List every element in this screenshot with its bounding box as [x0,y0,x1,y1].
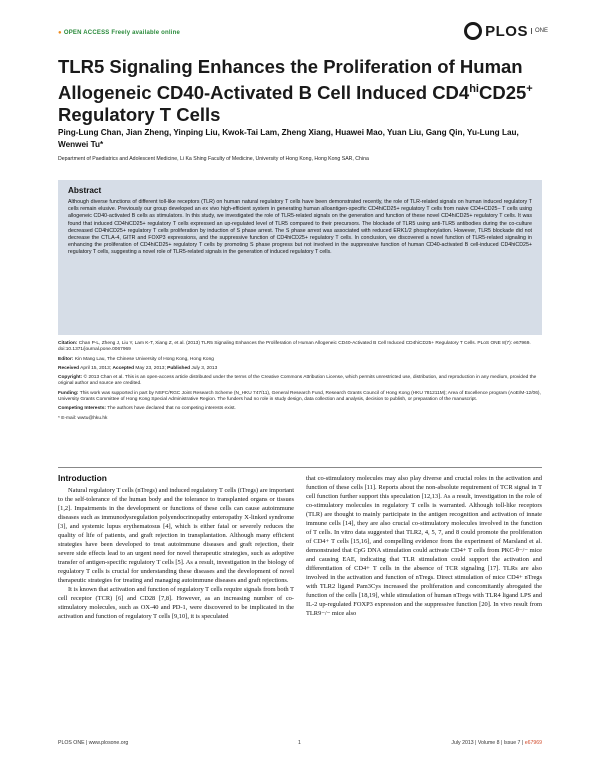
open-access-banner [58,30,180,36]
editor: Editor: Kin Mang Lau, The Chinese University of Hong Kong, Hong Kong [58,356,214,362]
funding: Funding: This work was supported in part by NSFC/RGC Joint Research Scheme (N_HKU 747/11), General Research Fund, Research Grants Council of Hong Kong (HKU 781211M); Area of Excellence program (AoE/M-12/06), University Grants Committee of Hong Kong Special Administrative Region. The funders had no role in study design, data collection and analysis, decision to publish, or preparation of the manuscript. [58,390,541,403]
body-column-left [58,474,294,621]
author-list: Ping-Lung Chan, Jian Zheng, Yinping Liu, Kwok-Tai Lam, Zheng Xiang, Huawei Mao, Yuan Liu, Gang Qin, Yu-Lung Lau, Wenwei Tu* [58,128,519,149]
plos-brand: PLOS [485,22,528,40]
citation: Citation: Chan P-L, Zheng J, Liu Y, Lam K-T, Xiang Z, et al. (2013) TLR5 Signaling Enhances the Proliferation of Human Allogeneic CD40-Activated B Cell Induced CD4hiCD25+ Regulatory T Cells. PLoS ONE 8(7): e67969. doi:10.1371/journal.pone.0067969 [58,341,531,353]
abstract-box [58,180,542,335]
section-divider [58,467,542,468]
abstract-heading: Abstract [68,186,102,195]
open-access-label: OPEN ACCESS Freely available online [63,30,180,36]
journal-header [58,20,548,50]
plos-one-logo [464,22,548,40]
affiliation: Department of Paediatrics and Adolescent Medicine, Li Ka Shing Faculty of Medicine, University of Hong Kong, Hong Kong SAR, China [58,156,369,162]
plos-brand-sub: ONE [531,28,548,34]
body-column-right [306,474,542,618]
footer-article-id: e67969 [524,740,542,746]
body-paragraph: Natural regulatory T cells (nTregs) and induced regulatory T cells (iTregs) are important to the self-tolerance of the human body and the tolerance to transplanted organs or tissues [1,2]. Impairments in the development or functions of these cells can cause autoimmune diseases such as immunodysregulation polyendocrinopathy enteropathy X-linked syndrome [3], and systemic lupus erythematosus [4], which is either fatal or severely reduces the quality of life of patients, and graft rejection in transplantation. Although many efficient strategies have been developed to treat autoimmune diseases and graft rejection, their severe side effects lead to an urgent need for novel therapeutic strategies, such as adoptive transfer of antigen-specific regulatory T cells [5]. As a result, investigation in the biology of regulatory T cells is crucial for understanding these diseases and the development of novel therapeutic strategies for treating and managing autoimmune diseases and graft rejections. [58,487,294,584]
body-paragraph: It is known that activation and function of regulatory T cells require signals from both T cell receptor (TCR) [6] and CD28 [7,8]. However, as an increasing number of co-stimulatory molecules, such as OX-40 and PD-1, were discovered to be implicated in the activation and function of regulatory T cells [9,10], it is speculated [58,586,294,620]
competing-interests: Competing Interests: The authors have declared that no competing interests exist. [58,406,236,412]
body-paragraph: that co-stimulatory molecules may also play diverse and crucial roles in the activation and function of these cells [11]. Reports about the non-absolute requirement of TCR signal in T cell function further support this speculation [12,13]. As a result, investigation in the role of co-stimulatory molecules in regulatory T cells is warranted. Although toll-like receptors (TLR) are thought to mainly participate in the antigen recognition and activation of innate immune cells [14], they are also crucial co-stimulatory molecules involved in the function of T cells. In vitro data suggested that TLR2, 4, 5, 7, and 8 could promote the proliferation of CD4+ T cells [15,16], and compelling evidence from the experiment of Marsland et al. demonstrated that CpG DNA stimulation could activate CD4+ T cells from PKC-θ−/− mice and causing EAE, indicating that TLR stimulation could support the activation and differentiation of CD4+ T cells in the absence of TCR signaling [17]. TLRs are also involved in the activation and function of nTregs. Direct stimulation of mice CD4+ nTregs with TLR2 ligand Pam3Cys increased the proliferation and concomitantly abrogated the function of the cells [18,19], while stimulation of human nTregs with TLR4 ligand LPS and IL-2 up-regulated FOXP3 expression and the suppressive function [20]. In vivo result from TLR9−/− mice also [306,475,542,617]
plos-circle-icon [464,22,482,40]
copyright: Copyright: © 2013 Chan et al. This is an open-access article distributed under the terms of the Creative Commons Attribution License, which permits unrestricted use, distribution, and reproduction in any medium, provided the original author and source are credited. [58,375,537,387]
dates: Received April 15, 2013; Accepted May 23, 2013; Published July 3, 2013 [58,365,218,371]
article-title [58,56,548,126]
article-metadata [58,341,542,425]
footer-journal: PLOS ONE | www.plosone.org [58,740,129,746]
contact-email[interactable]: * E-mail: wwtu@hku.hk [58,415,108,421]
title-line-2: Allogeneic CD40-Activated B Cell Induced $CD4^{hi}CD25^+$ [58,82,533,104]
introduction-heading: Introduction [58,473,107,483]
abstract-text: Although diverse functions of different toll-like receptors (TLR) on human natural regulatory T cells have been demonstrated recently, the role of TLR-related signals on human induced regulatory T cells remain elusive. Previously our group developed an ex vivo high-efficient system in generating human alloantigen-specific CD4hiCD25+ regulatory T cells from naive CD4+CD25− T cells using allogeneic CD40-activated B cells as stimulators. In this study, we investigated the role of TLR5-related signals on the generation and function of these novel CD4hiCD25+ regulatory T cells. It was found that induced CD4hiCD25+ regulatory T cells expressed an up-regulated level of TLR5 compared to their precursors. The blockade of TLR5 using anti-TLR5 antibodies during the co-culture decreased CD4hiCD25+ regulatory T cells proliferation by induction of S phase arrest. The S phase arrest was associated with reduced ERK1/2 phosphorylation. However, TLR5 blockade did not decrease the CTLA-4, GITR and FOXP3 expressions, and the suppressive function of CD4hiCD25+ regulatory T cells. In conclusion, we discovered a novel function of TLR5-related signaling in enhancing the proliferation of CD4hiCD25+ regulatory T cells by promoting S phase progress but not involved in the suppressive function of human CD40-activated B cell-induced CD4hiCD25+ regulatory T cells, suggesting a novel role of TLR5-related signals in the generation of induced regulatory T cells. [68,199,532,256]
open-access-lock-icon: ● [58,30,62,36]
footer-page-number: 1 [298,740,301,746]
title-line-1: TLR5 Signaling Enhances the Proliferation of Human [58,56,523,77]
footer-issue: July 2013 | Volume 8 | Issue 7 | e67969 [451,740,542,746]
title-line-3: Regulatory T Cells [58,104,221,126]
